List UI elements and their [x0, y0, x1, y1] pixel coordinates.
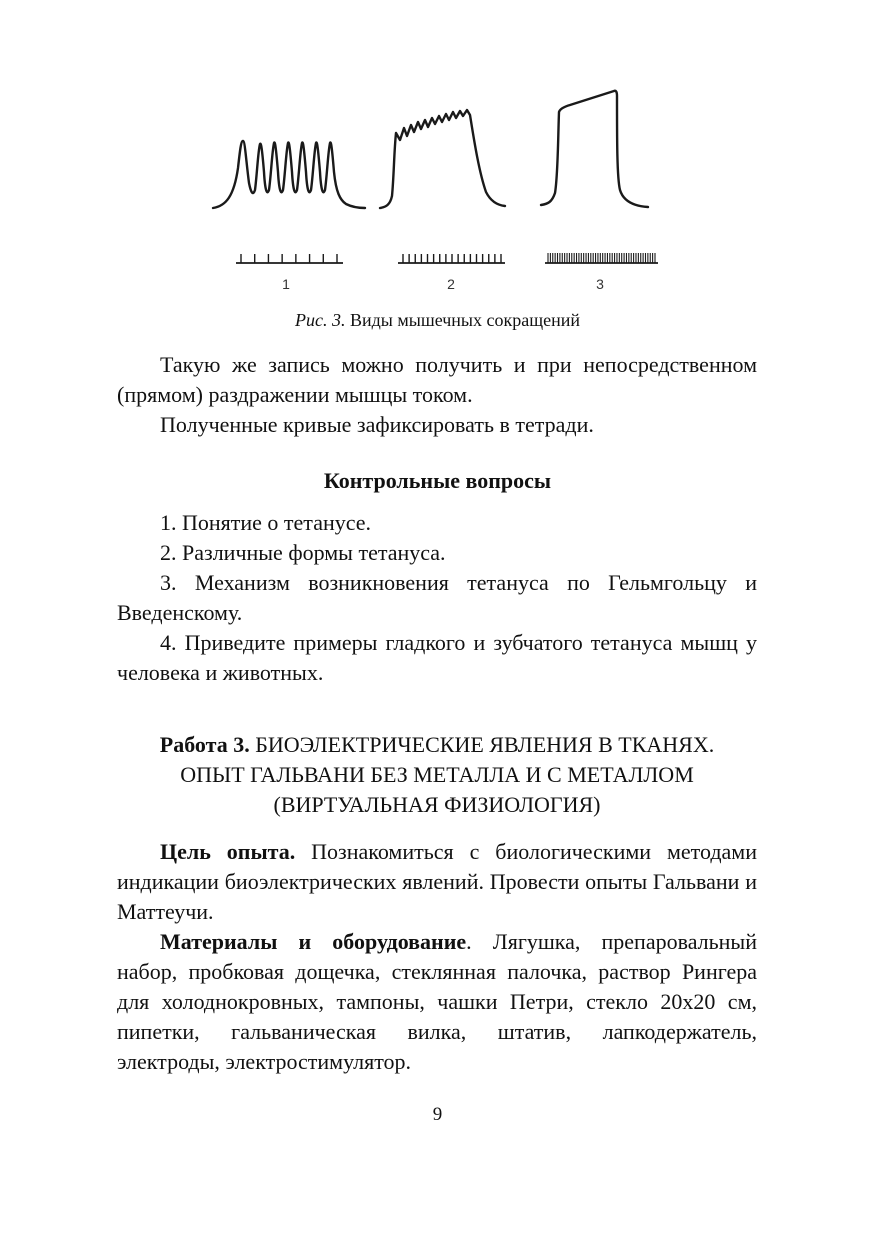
question-item: 1. Понятие о тетанусе. — [160, 510, 372, 535]
questions-heading — [0, 466, 875, 496]
goal-paragraph — [117, 837, 757, 927]
figure-caption-text: Виды мышечных сокращений — [349, 310, 580, 330]
figure-label-3: 3 — [596, 276, 604, 292]
question-item: 3. Механизм возникновения тетануса по Гельмгольцу и Введенскому. — [117, 570, 757, 625]
paragraph-record-curves: Полученные кривые зафиксировать в тетради. — [160, 412, 594, 437]
materials-text: . Лягушка, препаровальный набор, пробковая дощечка, стеклянная палочка, раствор Рингера для холоднокровных, тампоны, чашки Петри, стекло 20х20 см, пипетки, гальваническая вилка, штатив, лапкодержатель, электроды, электростимулятор. — [117, 929, 757, 1074]
materials-paragraph — [117, 927, 757, 1077]
work-title-text-1: БИОЭЛЕКТРИЧЕСКИЕ ЯВЛЕНИЯ В ТКАНЯХ. — [255, 732, 715, 757]
page-number: 9 — [432, 1104, 443, 1125]
stimulus-ticks-2 — [403, 254, 501, 263]
figure-caption — [0, 310, 875, 331]
question-item: 4. Приведите примеры гладкого и зубчатого тетануса мышц у человека и животных. — [117, 630, 757, 685]
questions-heading-text: Контрольные вопросы — [323, 468, 552, 493]
work-label: Работа 3. — [159, 732, 250, 757]
figure-label-2: 2 — [447, 276, 455, 292]
dentate-tetanus-curve — [380, 110, 505, 208]
question-item: 2. Различные формы тетануса. — [160, 540, 446, 565]
goal-text: Познакомиться с биологическими методами индикации биоэлектрических явлений. Провести опыты Гальвани и Маттеучи. — [117, 839, 758, 924]
work-title — [117, 730, 757, 820]
work-title-line-2: ОПЫТ ГАЛЬВАНИ БЕЗ МЕТАЛЛА И С МЕТАЛЛОМ — [180, 762, 694, 787]
contraction-curves-svg — [0, 0, 875, 310]
figure-muscle-contractions — [0, 0, 875, 310]
work-title-line-1 — [117, 730, 757, 760]
paragraph-direct-stimulation: Такую же запись можно получить и при непосредственном (прямом) раздражении мышцы током. — [117, 352, 757, 407]
work-title-line-3: (ВИРТУАЛЬНАЯ ФИЗИОЛОГИЯ) — [273, 792, 601, 817]
materials-label: Материалы и оборудование — [160, 929, 467, 954]
goal-label: Цель опыта. — [160, 839, 296, 864]
work-body — [117, 837, 757, 1077]
smooth-tetanus-curve — [541, 91, 648, 207]
stimulus-ticks-1 — [241, 254, 337, 263]
questions-list — [117, 508, 757, 688]
intro-paragraphs — [117, 350, 757, 440]
single-twitches-curve — [213, 141, 365, 208]
figure-label-1: 1 — [282, 276, 290, 292]
stimulus-ticks-3 — [548, 253, 655, 263]
figure-caption-prefix: Рис. 3. — [294, 310, 346, 330]
